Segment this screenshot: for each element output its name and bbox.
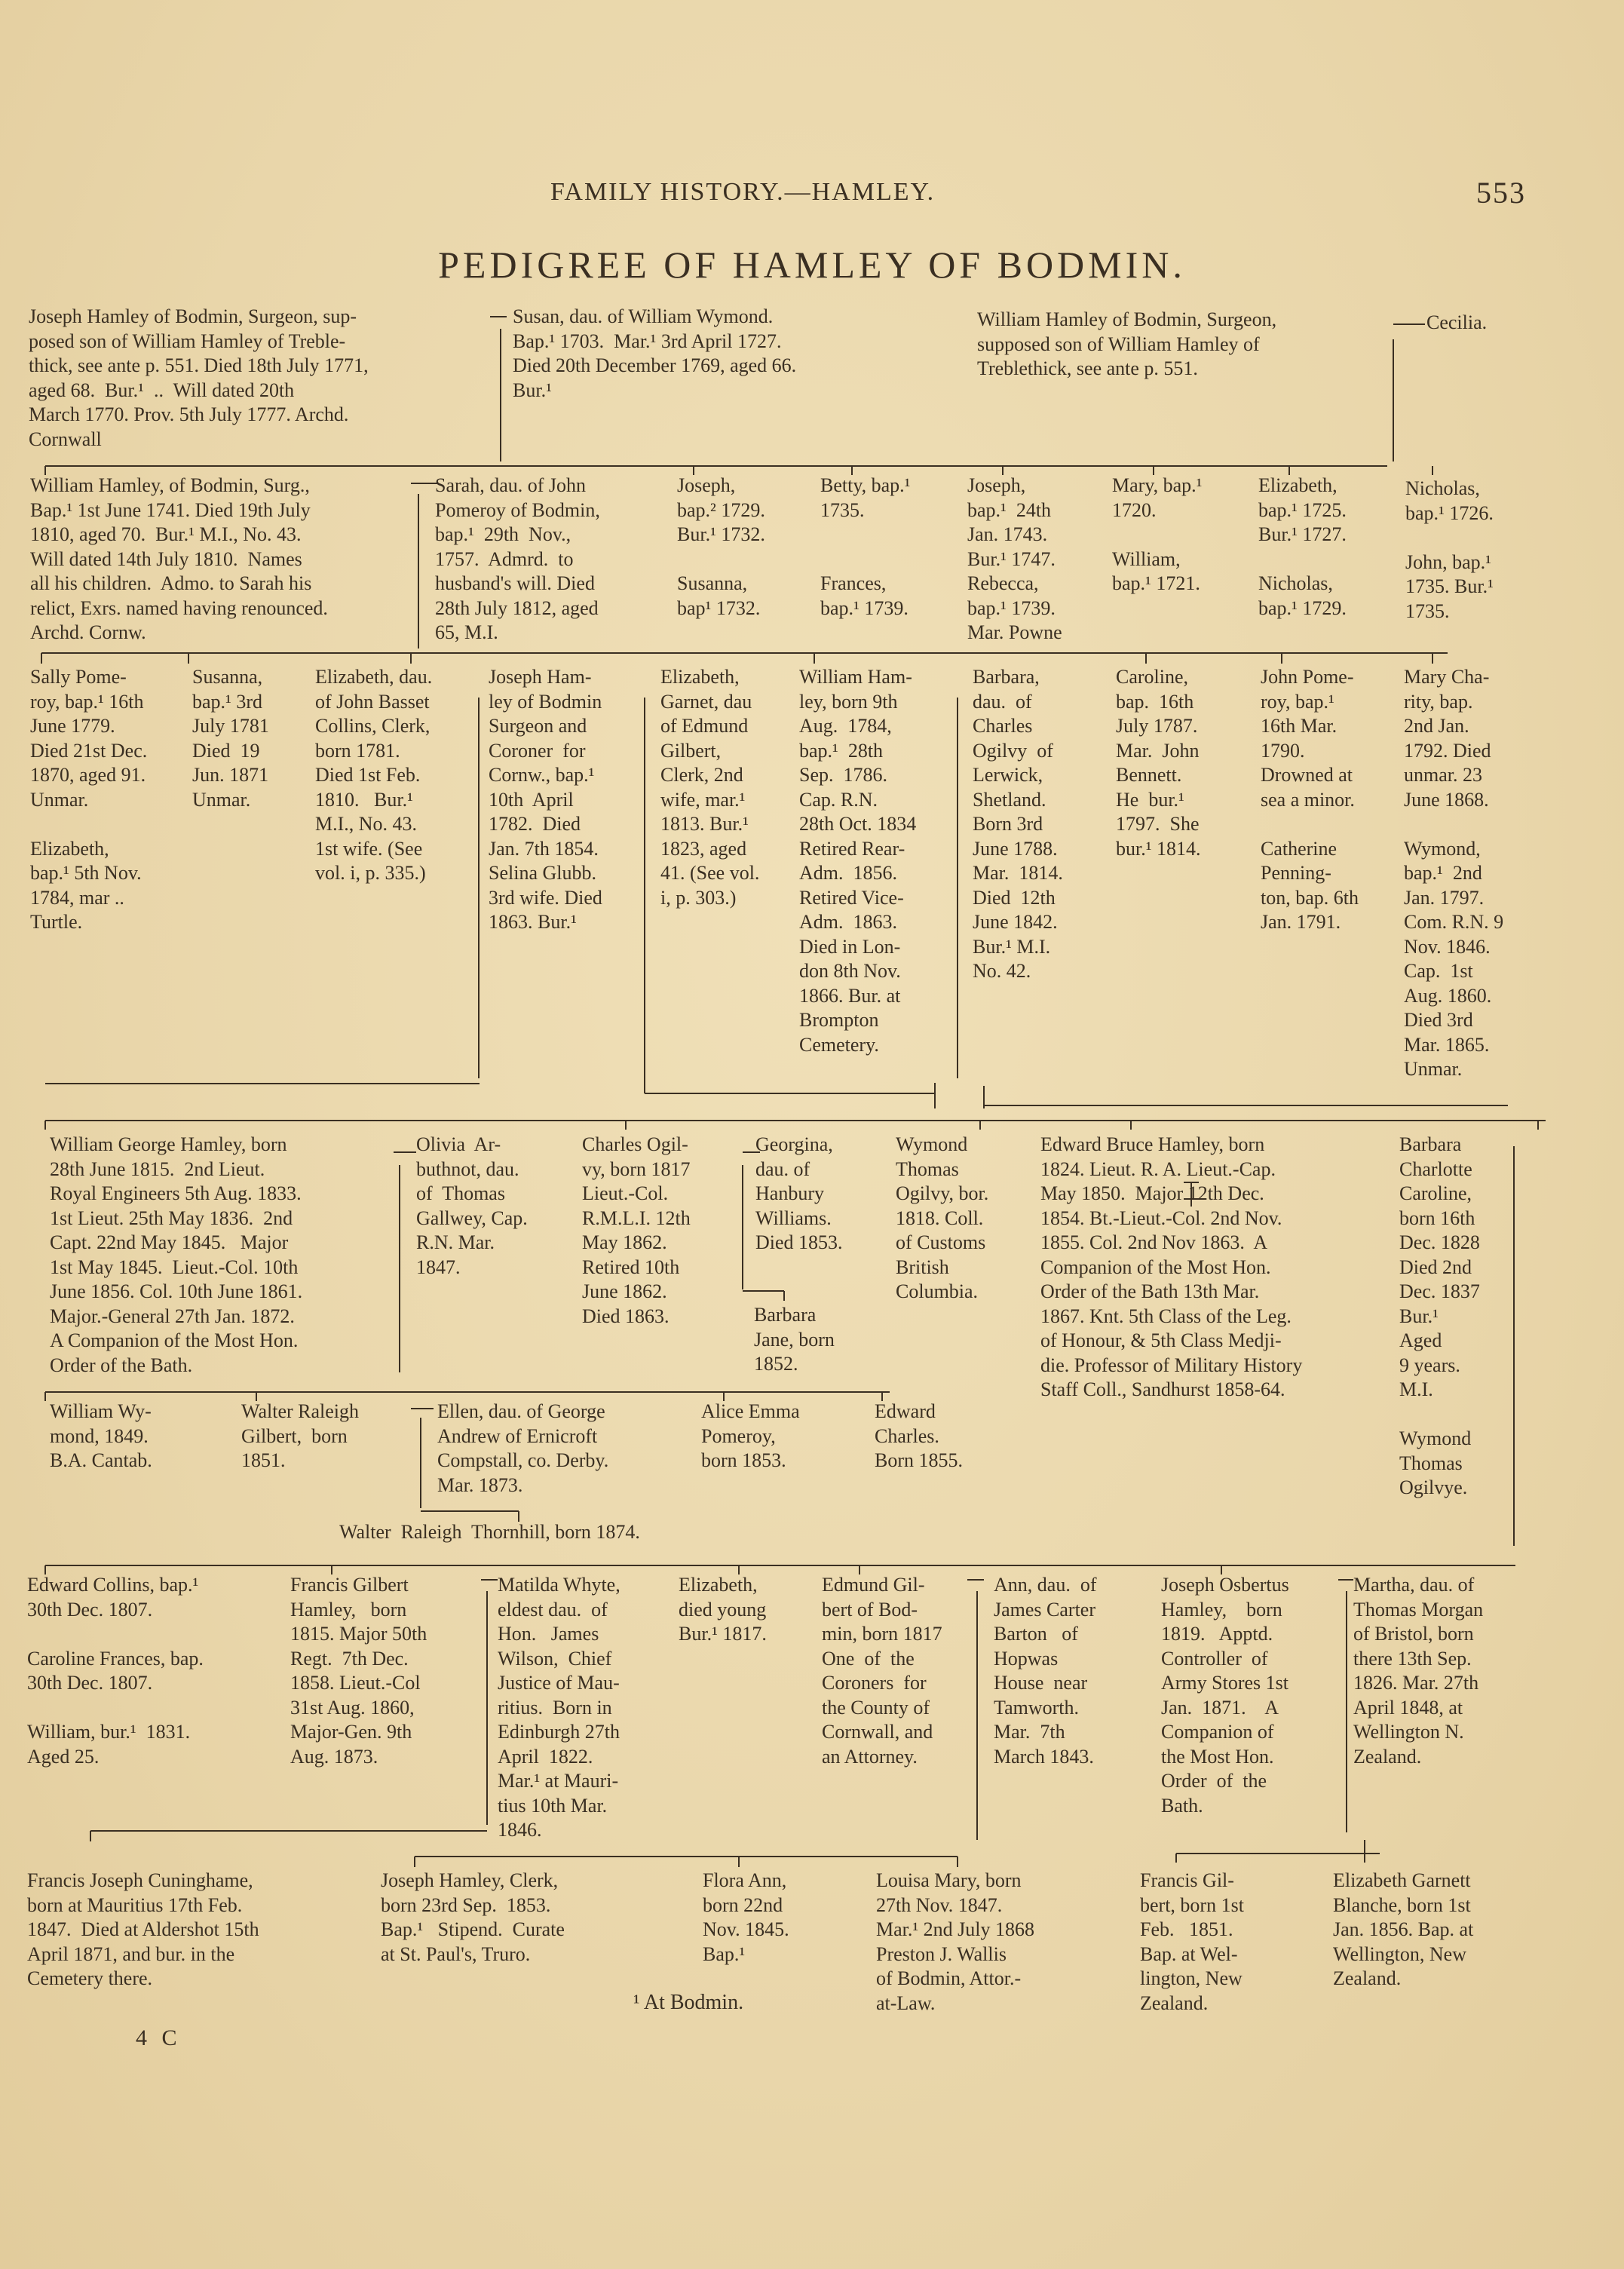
entry-olivia-arbuthnot: Olivia Ar- buthnot, dau. of Thomas Gallwey, Cap. R.N. Mar. 1847.: [416, 1133, 528, 1278]
entry-flora-ann: Flora Ann, born 22nd Nov. 1845. Bap.¹: [703, 1869, 789, 1965]
entry-william-george-hamley: William George Hamley, born 28th June 1815. 2nd Lieut. Royal Engineers 5th Aug. 1833. 1st Lieut. 25th May 1836. 2nd Capt. 22nd May 1845. Major 1st May 1845. Lieut.-Col. 10th June 1856. Col. 10th June 1861. Major.-General 27th Jan. 1872. A Companion of the Most Hon. Order of the Bath.: [50, 1133, 303, 1376]
entry-martha-morgan: Martha, dau. of Thomas Morgan of Bristol, born there 13th Sep. 1826. Mar. 27th April 1848, at Wellington N. Zealand.: [1353, 1574, 1484, 1768]
entry-barbara-ogilvy: Barbara, dau. of Charles Ogilvy of Lerwick, Shetland. Born 3rd June 1788. Mar. 1814. Died 12th June 1842. Bur.¹ M.I. No. 42.: [973, 666, 1063, 982]
signature-mark: 4 C: [136, 2025, 182, 2050]
entry-edmund-gilbert: Edmund Gil- bert of Bod- min, born 1817 One of the Coroners for the County of Cornwall, and an Attorney.: [822, 1574, 942, 1768]
entry-edward-collins: Edward Collins, bap.¹ 30th Dec. 1807. Caroline Frances, bap. 30th Dec. 1807. William, bur.¹ 1831. Aged 25.: [27, 1574, 204, 1768]
entry-joseph-1729: Joseph, bap.² 1729. Bur.¹ 1732. Susanna, bap¹ 1732.: [677, 474, 765, 619]
entry-cecilia: Cecilia.: [1426, 311, 1488, 333]
entry-elizabeth-1817: Elizabeth, died young Bur.¹ 1817.: [679, 1574, 767, 1645]
entry-sarah-pomeroy: Sarah, dau. of John Pomeroy of Bodmin, bap.¹ 29th Nov., 1757. Admrd. to husband's will. Died 28th July 1812, aged 65, M.I.: [435, 474, 600, 643]
entry-wymond-thomas-ogilvy: Wymond Thomas Ogilvy, bor. 1818. Coll. of Customs British Columbia.: [896, 1133, 989, 1302]
entry-nicholas-john: Nicholas, bap.¹ 1726. John, bap.¹ 1735. Bur.¹ 1735.: [1405, 477, 1494, 622]
entry-alice-emma: Alice Emma Pomeroy, born 1853.: [701, 1400, 800, 1471]
entry-joseph-hamley-clerk: Joseph Hamley, Clerk, born 23rd Sep. 1853. Bap.¹ Stipend. Curate at St. Paul's, Truro.: [381, 1869, 565, 1965]
entry-joseph-hamley-coroner: Joseph Ham- ley of Bodmin Surgeon and Coroner for Cornw., bap.¹ 10th April 1782. Died Jan. 7th 1854. Selina Glubb. 3rd wife. Died 1863. Bur.¹: [489, 666, 602, 933]
page-number: 553: [1476, 176, 1526, 210]
entry-william-hamley-1784: William Ham- ley, born 9th Aug. 1784, bap.¹ 28th Sep. 1786. Cap. R.N. 28th Oct. 1834 Retired Rear- Adm. 1856. Retired Vice- Adm. 1863. Died in Lon- don 8th Nov. 1866. Bur. at Brompton Cemetery.: [799, 666, 917, 1056]
footnote: ¹ At Bodmin.: [633, 1991, 744, 2014]
entry-mary-william: Mary, bap.¹ 1720. William, bap.¹ 1721.: [1112, 474, 1203, 594]
entry-elizabeth-garnet: Elizabeth, Garnet, dau of Edmund Gilbert, Clerk, 2nd wife, mar.¹ 1813. Bur.¹ 1823, aged 41. (See vol. i, p. 303.): [660, 666, 760, 909]
entry-louisa-mary: Louisa Mary, born 27th Nov. 1847. Mar.¹ 2nd July 1868 Preston J. Wallis of Bodmin, Attor.- at-Law.: [876, 1869, 1035, 2014]
entry-william-hamley-1741: William Hamley, of Bodmin, Surg., Bap.¹ 1st June 1741. Died 19th July 1810, aged 70. Bur.¹ M.I., No. 43. Will dated 14th July 1810. Names all his children. Admo. to Sarah his relict, Exrs. named having renounced. Archd. Cornw.: [30, 474, 328, 643]
entry-edward-charles: Edward Charles. Born 1855.: [875, 1400, 963, 1471]
entry-susanna-1781: Susanna, bap.¹ 3rd July 1781 Died 19 Jun. 1871 Unmar.: [192, 666, 269, 811]
entry-william-wymond-1849: William Wy- mond, 1849. B.A. Cantab.: [50, 1400, 152, 1471]
entry-francis-gilbert-1851: Francis Gil- bert, born 1st Feb. 1851. Bap. at Wel- lington, New Zealand.: [1140, 1869, 1244, 2014]
entry-ellen-andrew: Ellen, dau. of George Andrew of Ernicroft Compstall, co. Derby. Mar. 1873.: [437, 1400, 609, 1496]
entry-ann-barton: Ann, dau. of James Carter Barton of Hopwas House near Tamworth. Mar. 7th March 1843.: [994, 1574, 1097, 1768]
entry-barbara-charlotte: Barbara Charlotte Caroline, born 16th Dec. 1828 Died 2nd Dec. 1837 Bur.¹ Aged 9 years. M.I. Wymond Thomas Ogilvye.: [1399, 1133, 1480, 1498]
entry-william-hamley-surgeon: William Hamley of Bodmin, Surgeon, supposed son of William Hamley of Treblethick, see ante p. 551.: [977, 308, 1277, 379]
entry-joseph-1743: Joseph, bap.¹ 24th Jan. 1743. Bur.¹ 1747. Rebecca, bap.¹ 1739. Mar. Powne: [967, 474, 1062, 643]
entry-mary-charity: Mary Cha- rity, bap. 2nd Jan. 1792. Died unmar. 23 June 1868. Wymond, bap.¹ 2nd Jan. 1797. Com. R.N. 9 Nov. 1846. Cap. 1st Aug. 1860. Died 3rd Mar. 1865. Unmar.: [1404, 666, 1504, 1080]
entry-francis-gilbert-hamley: Francis Gilbert Hamley, born 1815. Major 50th Regt. 7th Dec. 1858. Lieut.-Col 31st Aug. 1860, Major-Gen. 9th Aug. 1873.: [290, 1574, 427, 1768]
entry-barbara-jane: Barbara Jane, born 1852.: [754, 1304, 835, 1375]
entry-john-pomeroy: John Pome- roy, bap.¹ 16th Mar. 1790. Drowned at sea a minor. Catherine Penning- ton, bap. 6th Jan. 1791.: [1261, 666, 1359, 933]
entry-joseph-hamley-surgeon: Joseph Hamley of Bodmin, Surgeon, sup- posed son of William Hamley of Treble- thick, see ante p. 551. Died 18th July 1771, aged 68. Bur.¹ .. Will dated 20th March 1770. Prov. 5th July 1777. Archd. Cornwall: [29, 305, 369, 450]
pedigree-title: PEDIGREE OF HAMLEY OF BODMIN.: [438, 244, 1186, 286]
entry-francis-joseph-cuninghame: Francis Joseph Cuninghame, born at Mauritius 17th Feb. 1847. Died at Aldershot 15th April 1871, and bur. in the Cemetery there.: [27, 1869, 259, 1989]
entry-edward-bruce-hamley: Edward Bruce Hamley, born 1824. Lieut. R. A. Lieut.-Cap. May 1850. Major 12th Dec. 1854. Bt.-Lieut.-Col. 2nd Nov. 1855. Col. 2nd Nov 1863. A Companion of the Most Hon. Order of the Bath 13th Mar. 1867. Knt. 5th Class of the Leg. of Honour, & 5th Class Medji- die. Professor of Military History Staff Coll., Sandhurst 1858-64.: [1040, 1133, 1303, 1400]
entry-walter-raleigh-gilbert: Walter Raleigh Gilbert, born 1851.: [241, 1400, 360, 1471]
entry-charles-ogilvy: Charles Ogil- vy, born 1817 Lieut.-Col. R.M.L.I. 12th May 1862. Retired 10th June 1862. Died 1863.: [582, 1133, 691, 1327]
entry-sally-pomeroy: Sally Pome- roy, bap.¹ 16th June 1779. Died 21st Dec. 1870, aged 91. Unmar. Elizabeth, bap.¹ 5th Nov. 1784, mar .. Turtle.: [30, 666, 148, 933]
entry-walter-raleigh-thornhill: Walter Raleigh Thornhill, born 1874.: [339, 1521, 640, 1543]
entry-georgina-williams: Georgina, dau. of Hanbury Williams. Died 1853.: [755, 1133, 843, 1253]
entry-elizabeth-nicholas: Elizabeth, bap.¹ 1725. Bur.¹ 1727. Nicholas, bap.¹ 1729.: [1258, 474, 1347, 619]
entry-elizabeth-basset: Elizabeth, dau. of John Basset Collins, Clerk, born 1781. Died 1st Feb. 1810. Bur.¹ M.I., No. 43. 1st wife. (See vol. i, p. 335.): [315, 666, 433, 884]
entry-betty-frances: Betty, bap.¹ 1735. Frances, bap.¹ 1739.: [820, 474, 911, 619]
entry-joseph-osbertus: Joseph Osbertus Hamley, born 1819. Apptd. Controller of Army Stores 1st Jan. 1871. A Companion of the Most Hon. Order of the Bath.: [1161, 1574, 1289, 1817]
entry-caroline-1787: Caroline, bap. 16th July 1787. Mar. John Bennett. He bur.¹ 1797. She bur.¹ 1814.: [1116, 666, 1201, 860]
running-title: FAMILY HISTORY.—HAMLEY.: [550, 178, 936, 206]
entry-susan-wymond: Susan, dau. of William Wymond. Bap.¹ 1703. Mar.¹ 3rd April 1727. Died 20th December 1769, aged 66. Bur.¹: [513, 305, 797, 401]
entry-elizabeth-garnett-blanche: Elizabeth Garnett Blanche, born 1st Jan. 1856. Bap. at Wellington, New Zealand.: [1333, 1869, 1474, 1989]
entry-matilda-whyte: Matilda Whyte, eldest dau. of Hon. James Wilson, Chief Justice of Mau- ritius. Born in Edinburgh 27th April 1822. Mar.¹ at Mauri- tius 10th Mar. 1846.: [498, 1574, 620, 1841]
